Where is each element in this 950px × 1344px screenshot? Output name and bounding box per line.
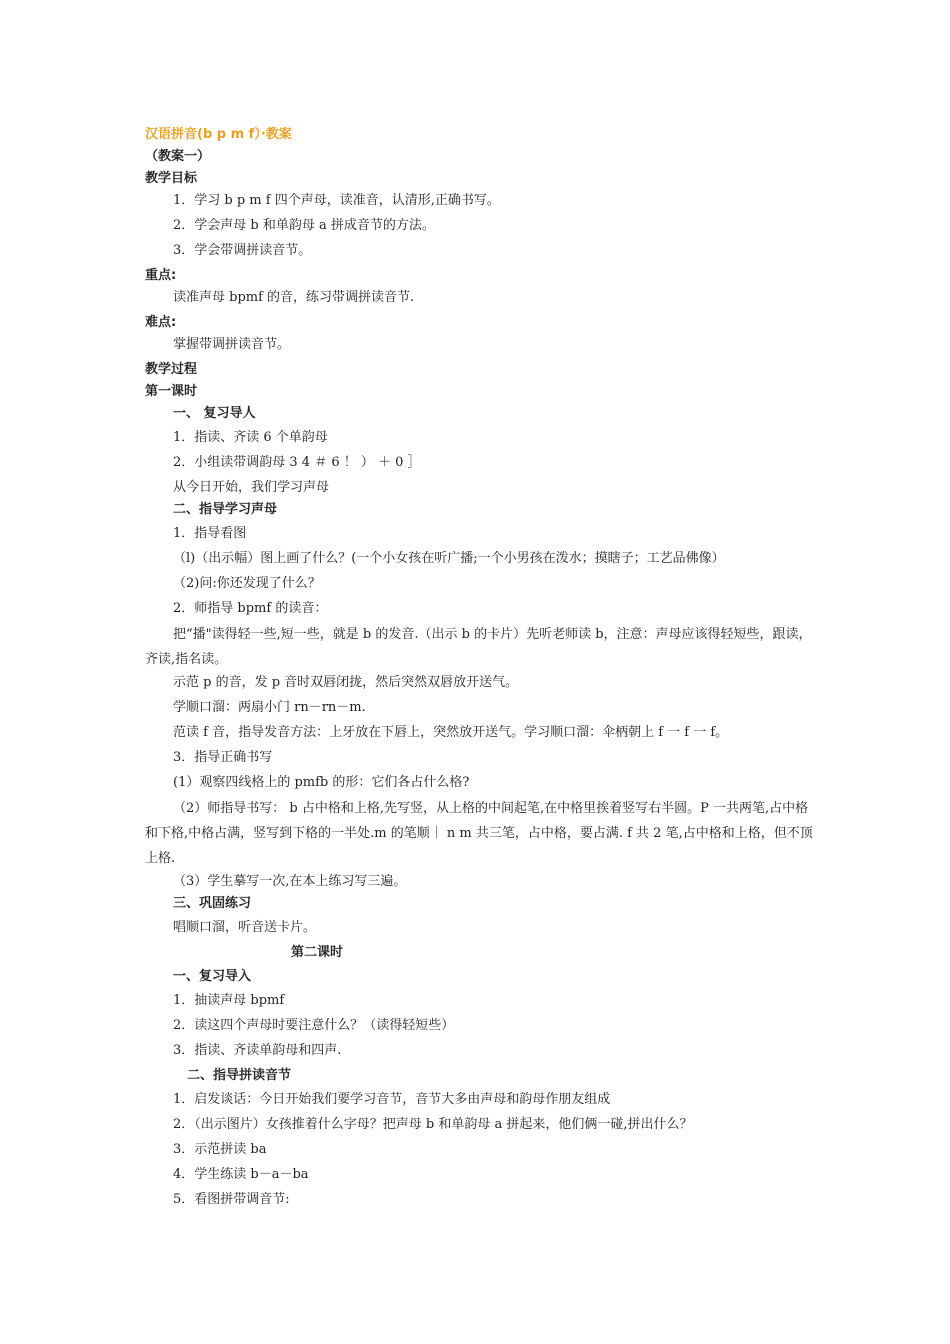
list-item: 3．示范拼读 ba — [173, 1142, 267, 1157]
list-item: 2．读这四个声母时要注意什么？（读得轻短些） — [173, 1018, 455, 1033]
list-item: 范读 f 音，指导发音方法：上牙放在下唇上，突然放开送气。学习顺口溜：伞柄朝上 f 一 f 一 f。 — [173, 725, 729, 740]
document-page — [145, 126, 815, 1216]
list-item: 示范 p 的音，发 p 音时双唇闭拢，然后突然双唇放开送气。 — [173, 675, 519, 690]
list-item: 3．指导正确书写 — [173, 750, 273, 765]
key-heading: 重点: — [145, 268, 177, 283]
list-item: 2．师指导 bpmf 的读音： — [173, 601, 328, 616]
process-heading: 教学过程 — [145, 362, 198, 377]
goal-item: 3．学会带调拼读音节。 — [173, 243, 312, 258]
lesson2-section2-heading: 二、指导拼读音节 — [187, 1068, 292, 1083]
list-item: 4．学生练读 b－a－ba — [173, 1167, 309, 1182]
list-item: 3．指读、齐读单韵母和四声. — [173, 1043, 342, 1058]
list-item: 唱顺口溜，听音送卡片。 — [173, 920, 317, 935]
list-item: 2．小组读带调韵母 3 4 ＃ 6 ！ ） ＋ 0 ］ — [173, 455, 421, 470]
lesson2-heading: 第二课时 — [291, 945, 344, 960]
list-item: 1．指导看图 — [173, 526, 247, 541]
lesson1-heading: 第一课时 — [145, 384, 198, 399]
list-item: （2)问:你还发现了什么？ — [173, 576, 321, 591]
doc-title: 汉语拼音(b p m f）·教案 — [145, 127, 292, 142]
list-item: 学顺口溜：两扇小门 rn－rn－m. — [173, 700, 366, 715]
lesson2-section1-heading: 一、复习导入 — [173, 969, 252, 984]
goals-heading: 教学目标 — [145, 171, 198, 186]
lesson1-section2-heading: 二、指导学习声母 — [173, 502, 278, 517]
key-text: 读准声母 bpmf 的音，练习带调拼读音节. — [173, 290, 415, 305]
list-item: 1．启发谈话：今日开始我们要学习音节，音节大多由声母和韵母作朋友组成 — [173, 1092, 611, 1107]
doc-subtitle: （教案一） — [145, 149, 211, 164]
list-item: (1）观察四线格上的 pmfb 的形：它们各占什么格? — [173, 775, 470, 790]
difficulty-heading: 难点: — [145, 315, 177, 330]
goal-item: 1．学习 b p m f 四个声母，读准音，认清形,正确书写。 — [173, 193, 500, 208]
list-item: 2．（出示图片）女孩推着什么字母？把声母 b 和单韵母 a 拼起来，他们俩一碰,拼出什么？ — [173, 1117, 693, 1132]
list-item: （l)（出示幅）图上画了什么？(一个小女孩在听广播;一个小男孩在泼水；摸瞎子；工艺品佛像） — [173, 551, 725, 566]
list-item: 1．抽读声母 bpmf — [173, 993, 285, 1008]
lesson1-section3-heading: 三、巩固练习 — [173, 896, 252, 911]
lesson1-section1-heading: 一、 复习导人 — [173, 406, 256, 421]
list-item: 从今日开始，我们学习声母 — [173, 480, 330, 495]
list-item: （3）学生摹写一次,在本上练习写三遍。 — [173, 874, 407, 889]
list-item: 5．看图拼带调音节: — [173, 1192, 290, 1207]
difficulty-text: 掌握带调拼读音节。 — [173, 337, 291, 352]
list-item: 1．指读、齐读 6 个单韵母 — [173, 430, 328, 445]
paragraph: （2）师指导书写： b 占中格和上格,先写竖，从上格的中间起笔,在中格里挨着竖写右半圆。P 一共两笔,占中格和下格,中格占满，竖写到下格的一半处.m 的笔顺｜ n m 共三笔，占中格，要占满. f 共 2 笔,占中格和上格，但不顶上格. — [145, 801, 813, 866]
goal-item: 2．学会声母 b 和单韵母 a 拼成音节的方法。 — [173, 218, 435, 233]
paragraph: 把“播"读得轻一些,短一些，就是 b 的发音.（出示 b 的卡片）先听老师读 b，注意：声母应该得轻短些，跟读，齐读,指名读。 — [145, 627, 812, 667]
